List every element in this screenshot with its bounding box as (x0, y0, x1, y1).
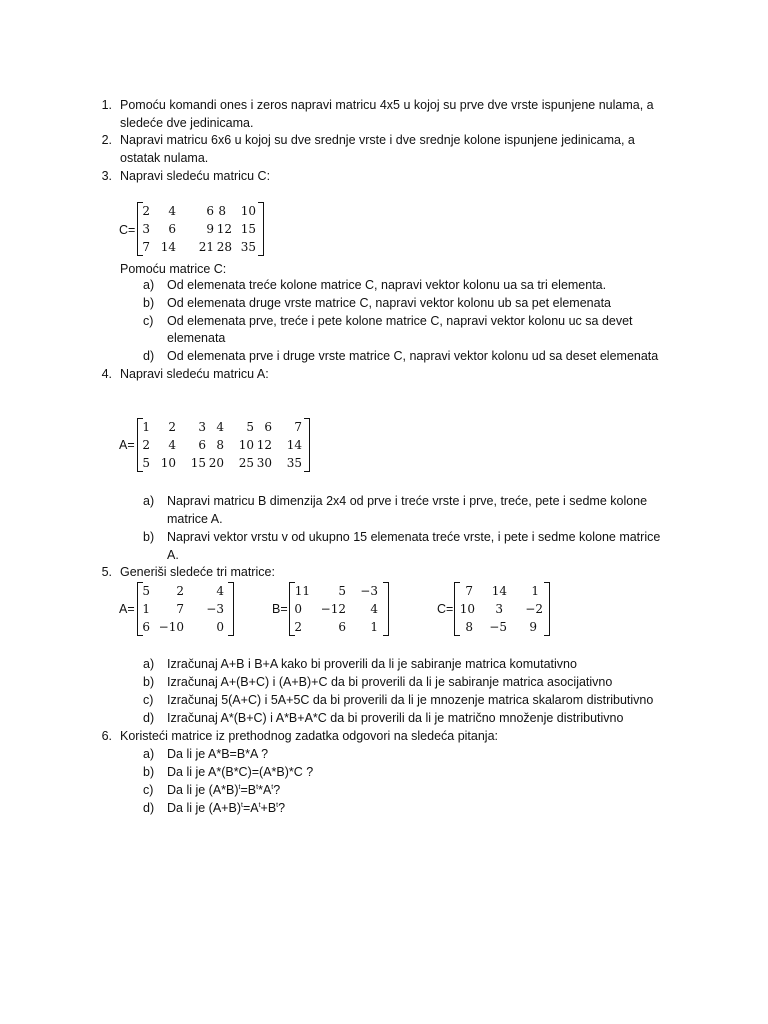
sub-label: a) (143, 657, 155, 671)
matrix-label: C= (437, 602, 454, 616)
sub-label: c) (143, 783, 154, 797)
matrix-cell: 6 (338, 620, 346, 634)
sub-label: d) (143, 801, 155, 815)
matrix-cell: 14 (286, 438, 302, 452)
sub-label: c) (143, 314, 154, 328)
matrix-cell: 20 (208, 456, 224, 470)
matrix-cell: 1 (142, 420, 150, 434)
matrix-cell: 7 (176, 602, 184, 616)
sub-text: Izračunaj A*(B+C) i A*B+A*C da bi proverili da li je matrično množenje distributivno (167, 711, 624, 725)
matrix-cell: 8 (465, 620, 473, 634)
sub-text: Od elemenata treće kolone matrice C, napravi vektor kolonu ua sa tri elementa. (167, 278, 607, 292)
matrix-label: C= (119, 223, 136, 237)
sub-text: Da li je A*(B*C)=(A*B)*C ? (167, 765, 314, 779)
item-number: 6. (101, 729, 112, 743)
sub-label: b) (143, 675, 155, 689)
matrix-cell: −5 (489, 620, 507, 634)
matrix-b5 (289, 582, 389, 636)
item-text: Napravi sledeću matricu A: (120, 367, 269, 381)
sub-label: b) (143, 296, 155, 310)
matrix-cell: 12 (256, 438, 272, 452)
item-text: ostatak nulama. (120, 151, 209, 165)
item-text: Napravi sledeću matricu C: (120, 169, 271, 183)
matrix-cell: −2 (525, 602, 543, 616)
sub-label: a) (143, 278, 155, 292)
sub-text: Izračunaj A+B i B+A kako bi proverili da li je sabiranje matrica komutativno (167, 657, 577, 671)
matrix-cell: 10 (160, 456, 176, 470)
matrix-cell: 1 (531, 584, 539, 598)
matrix-a5 (137, 582, 234, 636)
matrix-cell: 1 (370, 620, 378, 634)
matrix-cell: 5 (246, 420, 254, 434)
matrix-cell: 6 (198, 438, 206, 452)
matrix-cell: 1 (142, 602, 150, 616)
matrix-label: A= (119, 438, 135, 452)
item-text: sledeće dve jedinicama. (120, 116, 254, 130)
sub-text: Izračunaj 5(A+C) i 5A+5C da bi proverili da li je mnozenje matrica skalarom distributivno (167, 693, 654, 707)
matrix-cell: 12 (216, 222, 232, 236)
matrix-cell: 3 (142, 222, 150, 236)
matrix-cell: 4 (216, 584, 224, 598)
matrix-cell: 30 (256, 456, 272, 470)
sub-label: b) (143, 765, 155, 779)
matrix-cell: 14 (160, 240, 176, 254)
matrix-cell: 0 (216, 620, 224, 634)
sub-text: Da li je $(A+B)^t=A^t+B^t$? (167, 801, 286, 815)
sub-intro: Pomoću matrice C: (120, 262, 227, 276)
matrix-label: B= (272, 602, 288, 616)
matrix-cell: 6 (168, 222, 176, 236)
matrix-cell: 10 (459, 602, 475, 616)
sub-text: elemenata (167, 331, 226, 345)
sub-text: A. (167, 548, 179, 562)
sub-label: c) (143, 693, 154, 707)
item-number: 4. (101, 367, 112, 381)
sub-label: d) (143, 711, 155, 725)
matrix-cell: 4 (168, 438, 176, 452)
matrix-cell: 4 (168, 204, 176, 218)
matrix-cell: 4 (370, 602, 378, 616)
sub-label: a) (143, 494, 155, 508)
matrix-cell: 5 (142, 584, 150, 598)
sub-text: Napravi matricu B dimenzija 2x4 od prve i treće vrste i prve, treće, pete i sedme kolone (167, 494, 648, 508)
sub-text: Napravi vektor vrstu v od ukupno 15 elemenata treće vrste, i pete i sedme kolone matrice (167, 530, 661, 544)
matrix-cell: 2 (176, 584, 184, 598)
matrix-cell: 7 (294, 420, 302, 434)
matrix-cell: 4 (216, 420, 224, 434)
sub-text: Od elemenata prve i druge vrste matrice C, napravi vektor kolonu ud sa deset elemenata (167, 349, 659, 363)
sub-label: a) (143, 747, 155, 761)
matrix-cell: −10 (158, 620, 184, 634)
matrix-cell: 21 (198, 240, 214, 254)
matrix-cell: 11 (294, 584, 310, 598)
matrix-cell: 2 (294, 620, 302, 634)
matrix-row (138, 220, 263, 238)
matrix-cell: 6 (206, 204, 214, 218)
matrix-a (137, 418, 310, 472)
matrix-cell: 35 (286, 456, 302, 470)
sub-text: Od elemenata prve, treće i pete kolone matrice C, napravi vektor kolonu uc sa devet (167, 314, 633, 328)
matrix-cell: 10 (238, 438, 254, 452)
matrix-cell: −3 (206, 602, 224, 616)
item-number: 1. (101, 98, 112, 112)
matrix-cell: 35 (240, 240, 256, 254)
item-number: 2. (101, 133, 112, 147)
matrix-row (138, 436, 309, 454)
sub-text: Izračunaj A+(B+C) i (A+B)+C da bi proverili da li je sabiranje matrica asocijativno (167, 675, 613, 689)
matrix-cell: 25 (238, 456, 254, 470)
matrix-cell: 6 (264, 420, 272, 434)
matrix-label: A= (119, 602, 135, 616)
matrix-cell: 5 (338, 584, 346, 598)
matrix-cell: 2 (168, 420, 176, 434)
matrix-cell: 6 (142, 620, 150, 634)
matrix-cell: −12 (320, 602, 346, 616)
sub-text: matrice A. (167, 512, 223, 526)
matrix-cell: 7 (465, 584, 473, 598)
matrix-cell: 10 (240, 204, 256, 218)
matrix-cell: 7 (142, 240, 150, 254)
matrix-c5 (454, 582, 550, 636)
matrix-cell: 14 (491, 584, 507, 598)
matrix-row (138, 454, 309, 472)
sub-text: Da li je $(A*B)^t=B^t*A^t$? (167, 783, 281, 797)
matrix-cell: 2 (142, 204, 150, 218)
matrix-cell: 9 (529, 620, 537, 634)
sub-text: Da li je A*B=B*A ? (167, 747, 269, 761)
matrix-cell: 8 (216, 438, 224, 452)
item-text: Napravi matricu 6x6 u kojoj su dve srednje vrste i dve srednje kolone ispunjene jedinicama, a (120, 133, 635, 147)
matrix-cell: −3 (360, 584, 378, 598)
item-number: 3. (101, 169, 112, 183)
item-number: 5. (101, 565, 112, 579)
matrix-row (138, 238, 263, 256)
matrix-cell: 9 (206, 222, 214, 236)
matrix-cell: 2 (142, 438, 150, 452)
matrix-row (138, 202, 263, 220)
matrix-c (137, 202, 264, 256)
matrix-cell: 3 (198, 420, 206, 434)
sub-label: d) (143, 349, 155, 363)
sub-text: Od elemenata druge vrste matrice C, napravi vektor kolonu ub sa pet elemenata (167, 296, 611, 310)
matrix-cell: 8 (218, 204, 226, 218)
matrix-row (138, 418, 309, 436)
matrix-cell: 28 (216, 240, 232, 254)
item-text: Generiši sledeće tri matrice: (120, 565, 275, 579)
matrix-cell: 3 (495, 602, 503, 616)
matrix-cell: 15 (190, 456, 206, 470)
matrix-cell: 0 (294, 602, 302, 616)
matrix-cell: 15 (240, 222, 256, 236)
sub-label: b) (143, 530, 155, 544)
matrix-cell: 5 (142, 456, 150, 470)
item-text: Koristeći matrice iz prethodnog zadatka odgovori na sledeća pitanja: (120, 729, 498, 743)
item-text: Pomoću komandi ones i zeros napravi matricu 4x5 u kojoj su prve dve vrste ispunjene nulama, a (120, 98, 654, 112)
